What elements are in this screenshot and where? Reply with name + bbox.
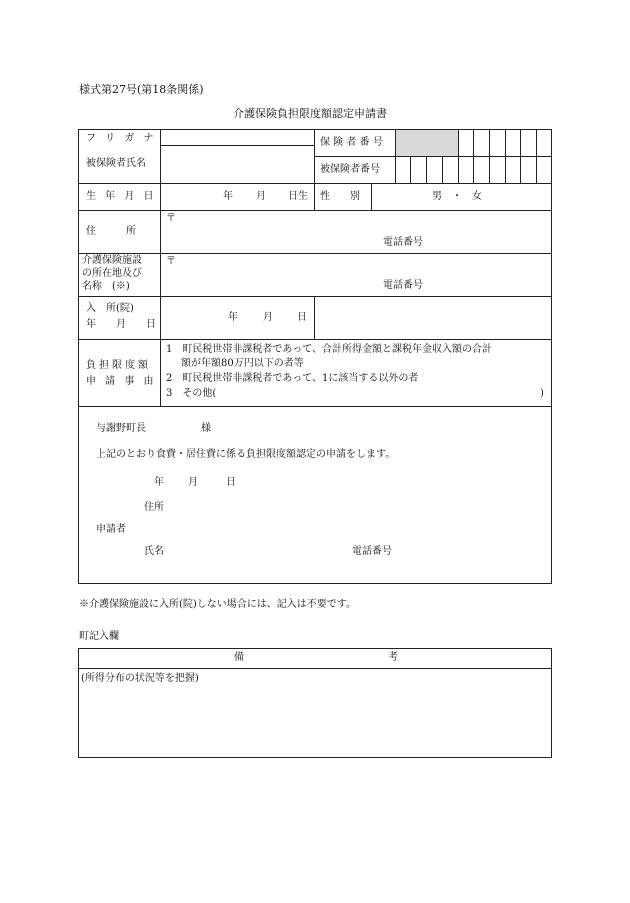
- gender-options: 男 ・ 女: [432, 191, 482, 202]
- reason-label-2: 申 請 事 由: [86, 376, 157, 387]
- reason-3-close: ): [540, 388, 544, 399]
- declaration-month: 月: [188, 477, 198, 488]
- reason-1-line-2: 額が年額80万円以下の者等: [181, 358, 304, 369]
- applicant-phone-label: 電話番号: [352, 546, 392, 557]
- address-label: 住 所: [86, 226, 136, 237]
- facility-label-1: 介護保険施設: [82, 255, 142, 266]
- admission-year: 年: [228, 312, 238, 323]
- birth-year: 年: [223, 191, 233, 202]
- remarks-note: (所得分布の状況等を把握): [81, 673, 199, 684]
- declaration-day: 日: [226, 477, 236, 488]
- applicant-address-label: 住所: [144, 502, 164, 513]
- office-section-label: 町記入欄: [79, 631, 119, 642]
- declaration-year: 年: [154, 477, 164, 488]
- reason-label-1: 負担限度額: [86, 360, 151, 371]
- form-id: 様式第27号(第18条関係): [79, 83, 204, 96]
- addressee: 与謝野町長: [96, 423, 146, 434]
- facility-label-3: 名称 (※): [82, 281, 130, 292]
- footnote: ※介護保険施設に入所(院)しない場合には、記入は不要です。: [79, 599, 357, 610]
- applicant-label: 申請者: [96, 524, 126, 535]
- applicant-name-label: 氏名: [144, 546, 164, 557]
- birth-date-label: 生 年 月 日: [86, 191, 157, 202]
- honorific: 様: [201, 423, 211, 434]
- address-phone-label: 電話番号: [383, 237, 423, 248]
- insured-name-label: 被保険者氏名: [86, 158, 146, 169]
- birth-day: 日生: [288, 191, 308, 202]
- reason-1-line-1: 1 町民税世帯非課税者であって、合計所得金額と課税年金収入額の合計: [166, 344, 493, 355]
- gender-label: 性 別: [320, 191, 360, 202]
- declaration-statement: 上記のとおり食費・居住費に係る負担限度額認定の申請をします。: [96, 449, 396, 460]
- admission-day: 日: [297, 312, 307, 323]
- insured-number-label: 被保険者番号: [320, 164, 380, 175]
- form-title: 介護保険負担限度額認定申請書: [233, 107, 387, 120]
- facility-postal-mark: 〒: [166, 256, 176, 267]
- remarks-header-1: 備: [234, 652, 244, 663]
- admission-month: 月: [263, 312, 273, 323]
- admission-label-2: 年 月 日: [86, 319, 156, 330]
- insurer-number-label: 保 険 者 番 号: [320, 137, 383, 148]
- facility-phone-label: 電話番号: [383, 280, 423, 291]
- furigana-label: フ リ ガ ナ: [86, 133, 157, 144]
- reason-2: 2 町民税世帯非課税者であって、1に該当する以外の者: [166, 373, 419, 384]
- reason-3: 3 その他(: [166, 388, 217, 399]
- birth-month: 月: [256, 191, 266, 202]
- remarks-header-2: 考: [388, 652, 398, 663]
- facility-label-2: の所在地及び: [82, 268, 142, 279]
- address-postal-mark: 〒: [166, 213, 176, 224]
- admission-label-1: 入 所(院): [86, 303, 134, 314]
